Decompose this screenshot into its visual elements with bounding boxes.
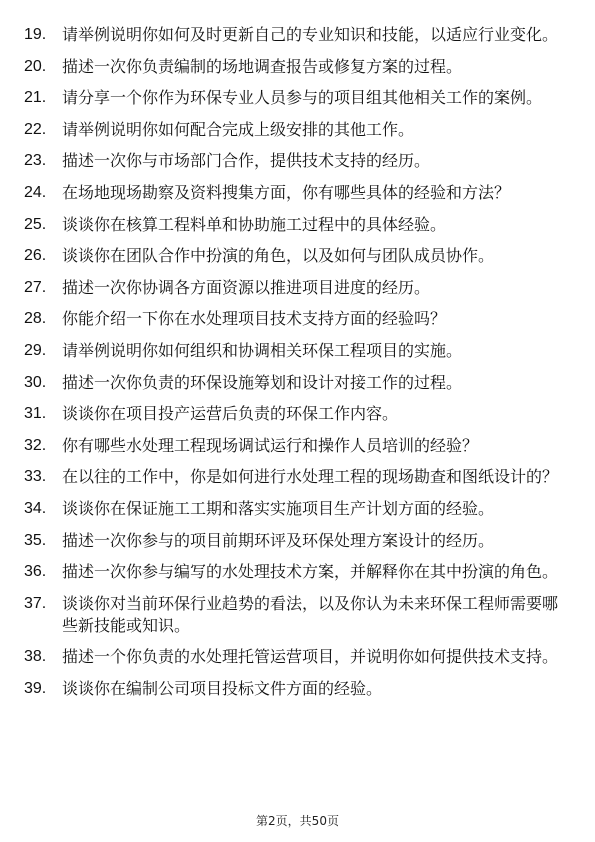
question-text: 请举例说明你如何及时更新自己的专业知识和技能，以适应行业变化。	[62, 25, 559, 44]
question-item	[0, 646, 595, 668]
question-text: 描述一次你协调各方面资源以推进项目进度的经历。	[62, 277, 431, 297]
question-number: 19.	[24, 26, 47, 43]
question-number: 31.	[24, 405, 47, 423]
question-text: 在以往的工作中，你是如何进行水处理工程的现场勘查和图纸设计的？	[62, 467, 559, 487]
question-text: 谈谈你在保证施工工期和落实实施项目生产计划方面的经验。	[62, 498, 495, 518]
question-number: 27.	[24, 278, 47, 296]
question-item	[0, 87, 595, 109]
question-text: 在场地现场勘察及资料搜集方面，你有哪些具体的经验和方法？	[62, 182, 511, 202]
question-number: 33.	[24, 468, 47, 486]
question-number: 37.	[24, 594, 47, 612]
question-text: 描述一次你参与编写的水处理技术方案，并解释你在其中扮演的角色。	[62, 562, 559, 582]
question-item	[0, 150, 595, 172]
question-item	[0, 24, 595, 46]
question-item	[0, 245, 595, 267]
question-item	[0, 119, 595, 141]
question-list	[0, 24, 595, 709]
question-number: 25.	[24, 215, 47, 233]
question-number: 20.	[24, 57, 47, 75]
question-text: 你能介绍一下你在水处理项目技术支持方面的经验吗？	[62, 309, 447, 329]
question-text: 谈谈你在编制公司项目投标文件方面的经验。	[62, 678, 383, 698]
question-text: 请举例说明你如何组织和协调相关环保工程项目的实施。	[62, 340, 463, 360]
question-item	[0, 561, 595, 583]
question-number: 32.	[24, 436, 47, 454]
question-item	[0, 678, 595, 700]
question-text: 描述一个你负责的水处理托管运营项目，并说明你如何提供技术支持。	[62, 647, 559, 667]
question-item	[0, 214, 595, 236]
question-item	[0, 56, 595, 78]
question-number: 23.	[24, 152, 47, 170]
question-item	[0, 530, 595, 552]
question-number: 34.	[24, 499, 47, 517]
question-text: 谈谈你对当前环保行业趋势的看法，以及你认为未来环保工程师需要哪些新技能或知识。	[62, 593, 559, 635]
question-item	[0, 403, 595, 425]
question-item	[0, 372, 595, 394]
question-text: 谈谈你在核算工程料单和协助施工过程中的具体经验。	[62, 214, 447, 234]
question-number: 21.	[24, 89, 47, 107]
question-number: 35.	[24, 531, 47, 549]
question-number: 22.	[24, 120, 47, 138]
question-item	[0, 308, 595, 330]
question-text: 谈谈你在项目投产运营后负责的环保工作内容。	[62, 404, 399, 424]
question-item	[0, 435, 595, 457]
question-text: 描述一次你负责的环保设施筹划和设计对接工作的过程。	[62, 372, 463, 392]
page-footer: 第2页，共50页	[256, 814, 339, 828]
question-number: 30.	[24, 373, 47, 391]
question-number: 39.	[24, 679, 47, 697]
question-text: 描述一次你与市场部门合作，提供技术支持的经历。	[62, 151, 431, 171]
question-number: 26.	[24, 247, 47, 265]
question-number: 29.	[24, 341, 47, 359]
question-item	[0, 182, 595, 204]
question-text: 描述一次你参与的项目前期环评及环保处理方案设计的经历。	[62, 530, 495, 550]
question-item	[0, 466, 595, 488]
question-item	[0, 593, 595, 637]
question-text: 你有哪些水处理工程现场调试运行和操作人员培训的经验？	[62, 435, 479, 455]
question-item	[0, 277, 595, 299]
question-text: 谈谈你在团队合作中扮演的角色，以及如何与团队成员协作。	[62, 246, 495, 266]
question-item	[0, 498, 595, 520]
question-number: 28.	[24, 310, 47, 328]
question-number: 38.	[24, 648, 47, 666]
question-text: 描述一次你负责编制的场地调查报告或修复方案的过程。	[62, 56, 463, 76]
question-item	[0, 340, 595, 362]
question-number: 24.	[24, 183, 47, 201]
question-text: 请举例说明你如何配合完成上级安排的其他工作。	[62, 119, 415, 139]
question-number: 36.	[24, 563, 47, 581]
question-text: 请分享一个你作为环保专业人员参与的项目组其他相关工作的案例。	[62, 88, 543, 108]
